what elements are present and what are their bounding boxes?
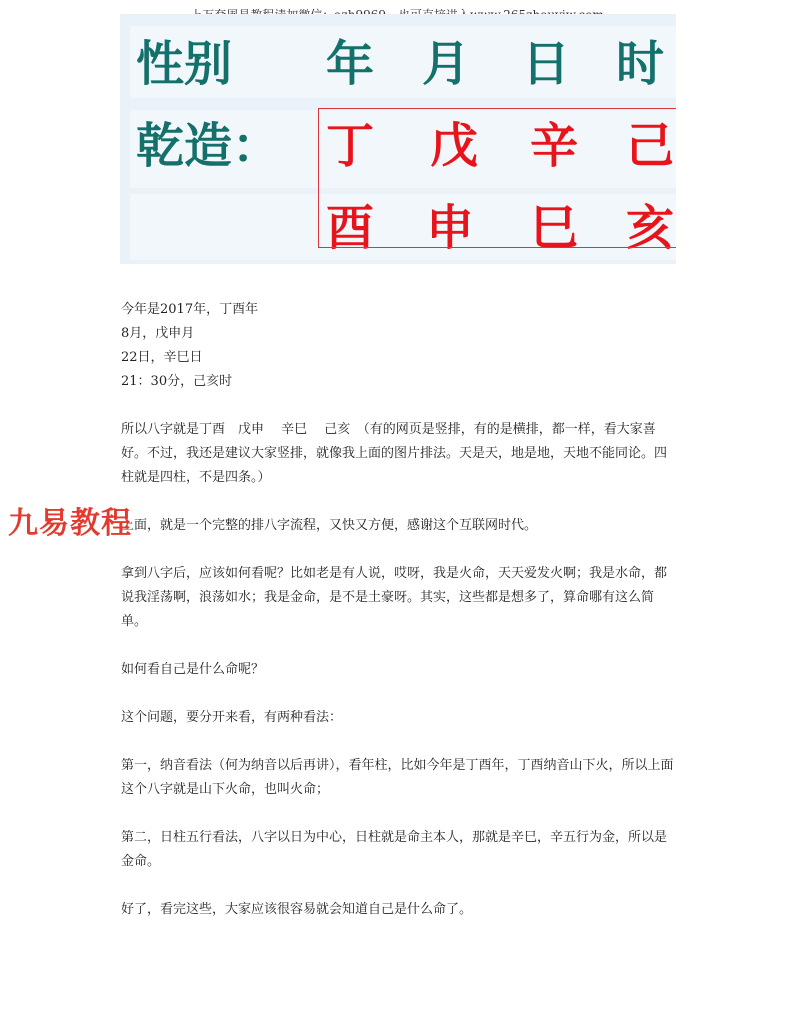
header-month: 月 — [422, 36, 471, 92]
stem-month: 戊 — [430, 118, 479, 174]
date-line-month: 8月，戊申月 — [121, 326, 195, 341]
header-gender: 性别 — [136, 36, 233, 92]
date-lines — [121, 298, 677, 394]
header-year: 年 — [326, 36, 375, 92]
paragraph-day-pillar: 第二，日柱五行看法，八字以日为中心，日柱就是命主本人，那就是辛巳，辛五行为金，所以是金命。 — [121, 830, 668, 869]
chart-header-row — [130, 26, 676, 98]
branch-month: 申 — [426, 200, 475, 256]
branch-day: 巳 — [530, 200, 579, 256]
stem-day: 辛 — [530, 118, 579, 174]
stem-year: 丁 — [326, 118, 375, 174]
date-line-year: 今年是2017年，丁酉年 — [121, 302, 259, 317]
paragraph-how: 如何看自己是什么命呢？ — [121, 662, 265, 677]
paragraph-conclusion: 好了，看完这些，大家应该很容易就会知道自己是什么命了。 — [121, 902, 473, 917]
stem-hour: 己 — [626, 118, 675, 174]
header-hour: 时 — [616, 36, 665, 92]
date-line-hour: 21：30分，己亥时 — [121, 374, 233, 389]
header-day: 日 — [522, 36, 571, 92]
branch-year: 酉 — [326, 200, 375, 256]
date-line-day: 22日，辛巳日 — [121, 350, 203, 365]
pillars-frame — [318, 108, 676, 248]
paragraph-question: 拿到八字后，应该如何看呢？比如老是有人说，哎呀，我是火命，天天爱发火啊；我是水命，都说我淫荡啊，浪荡如水；我是金命，是不是土豪呀。其实，这些都是想多了，算命哪有这么简单。 — [121, 566, 668, 629]
branch-hour: 亥 — [626, 200, 675, 256]
paragraph-nayin: 第一，纳音看法（何为纳音以后再讲），看年柱，比如今年是丁酉年，丁酉纳音山下火，所以上面这个八字就是山下火命，也叫火命； — [121, 758, 674, 797]
watermark-logo: 九易教程 — [8, 506, 132, 541]
gender-label: 乾造： — [136, 118, 281, 174]
paragraph-summary: 上面，就是一个完整的排八字流程，又快又方便，感谢这个互联网时代。 — [121, 518, 538, 533]
paragraph-bazi: 所以八字就是丁酉 戊申 辛巳 己亥 （有的网页是竖排，有的是横排，都一样，看大家喜好。不过，我还是建议大家竖排，就像我上面的图片排法。天是天，地是地，天地不能同论。四柱就是四柱，不是四条。） — [121, 422, 668, 485]
paragraph-two-ways: 这个问题，要分开来看，有两种看法： — [121, 710, 343, 725]
